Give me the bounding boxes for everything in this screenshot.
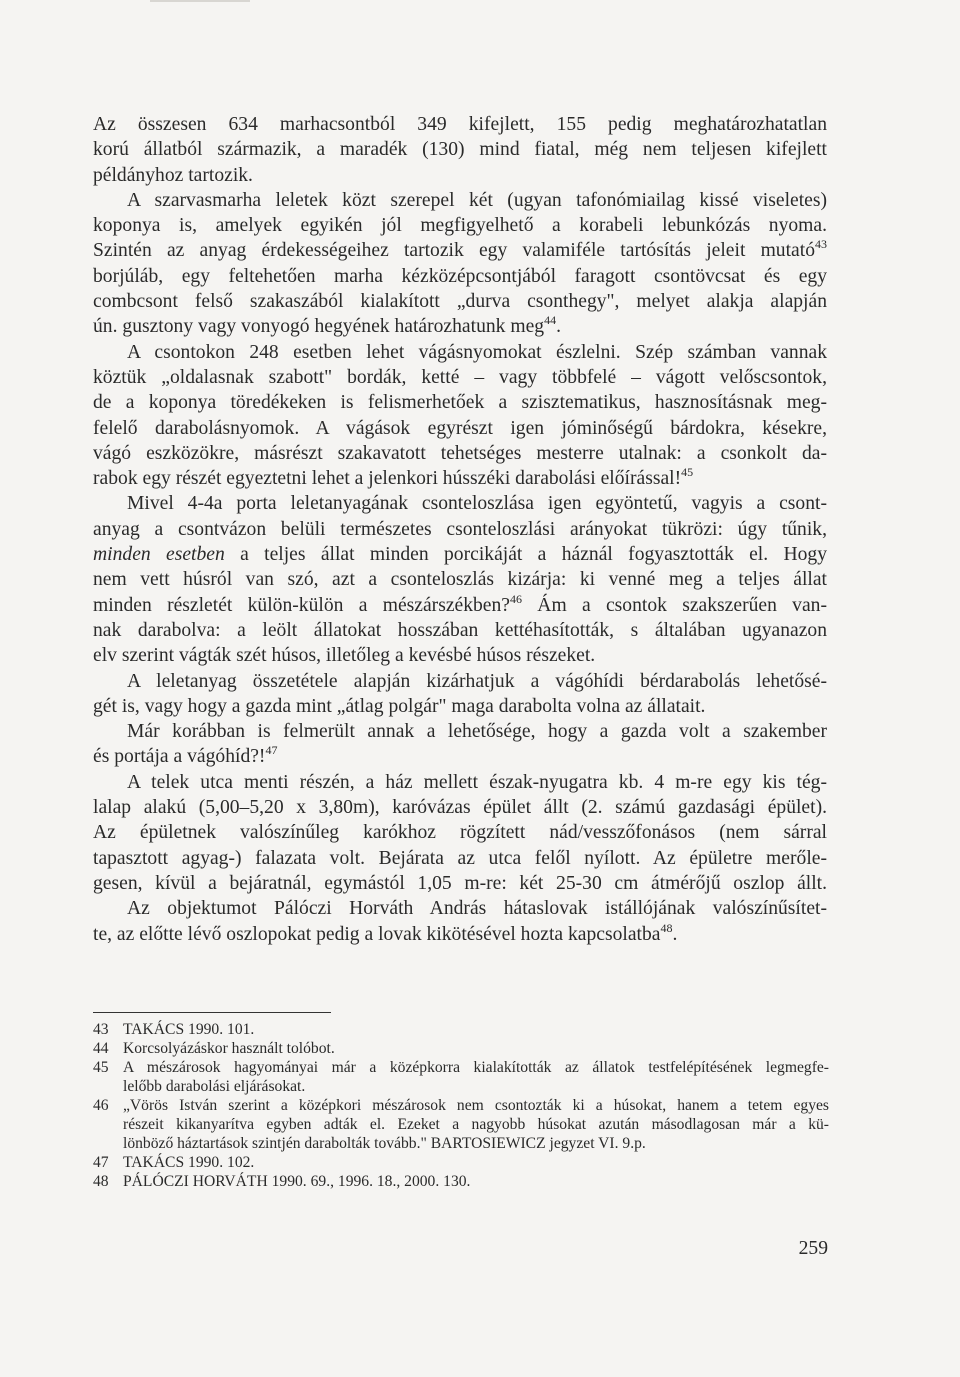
text-line [93, 719, 827, 744]
footnote-line: Korcsolyázáskor használt tolóbot. [123, 1040, 335, 1057]
footnote-line: lönböző háztartások szintjén darabolták tovább." BARTOSIEWICZ jegyzet VI. 9.p. [123, 1135, 646, 1152]
text-line [93, 163, 827, 188]
line-text: nem vett húsról van szó, azt a csonteloszlás kizárja: ki venné meg a teljes állat [93, 569, 827, 591]
text-line [93, 137, 827, 162]
footnote-line: „Vörös István szerint a középkori mészárosok nem csontozták ki a húsokat, hanem a tetem egyes [123, 1097, 829, 1114]
footnote-number: 48 [93, 1173, 109, 1190]
text-line [93, 213, 827, 238]
footnote-text [123, 1039, 829, 1058]
text-line [93, 871, 827, 896]
footnote-text [123, 1096, 829, 1153]
text-line [93, 112, 827, 137]
footnote-line: részeit kikanyarítva egyben adták el. Ezeket a nagyobb húsokat azután másodlagosan már a kü- [123, 1116, 829, 1133]
line-text: köztük „oldalasnak szabott" bordák, ketté – vagy többfelé – vágott velőscsontok, [93, 366, 827, 388]
text-line [93, 517, 827, 542]
text-line [93, 744, 827, 769]
text-line [93, 669, 827, 694]
line-text: elv szerint vágták szét húsos, illetőleg a kevésbé húsos részeket. [93, 645, 596, 667]
footnote-number: 45 [93, 1059, 109, 1076]
footnote-ref: 48 [660, 920, 673, 935]
text-line [93, 846, 827, 871]
footnote-number: 44 [93, 1040, 109, 1057]
text-line [93, 340, 827, 365]
text-line [93, 896, 827, 921]
line-text: gesen, kívül a bejáratnál, egymástól 1,05 m-re: két 25-30 cm átmérőjű oszlop állt. [93, 872, 827, 894]
line-text: A csontokon 248 esetben lehet vágásnyomokat észlelni. Szép számban vannak [127, 341, 827, 363]
text-line [93, 264, 827, 289]
text-line [93, 441, 827, 466]
footnote-text [123, 1020, 829, 1039]
body-text [93, 112, 827, 947]
footnote-line: TAKÁCS 1990. 101. [123, 1021, 255, 1038]
line-text: combcsont felső szakaszából kialakított „durva csonthegy", melyet alakja alapján [93, 291, 827, 313]
footnote-text [123, 1172, 829, 1191]
line-text: lalap alakú (5,00–5,20 x 3,80m), karóvázas épület állt (2. számú gazdasági épület). [93, 797, 827, 819]
footnote-ref: 44 [544, 313, 557, 328]
text-line [93, 416, 827, 441]
line-text-after: . [556, 316, 561, 338]
footnote [93, 1096, 829, 1153]
line-text: Mivel 4-4a porta leletanyagának csonteloszlása igen egyöntetű, vagyis a csont- [127, 493, 827, 515]
line-text: A szarvasmarha leletek közt szerepel két (ugyan tafonómiailag kissé viseletes) [127, 189, 827, 211]
text-line [93, 820, 827, 845]
footnote-ref: 47 [265, 743, 278, 758]
line-text-after: . [672, 923, 678, 945]
text-line [93, 567, 827, 592]
line-text: vágó eszközökre, másrészt szakavatott tehetséges mesterre utalnak: a csonkolt da- [93, 442, 827, 464]
text-line [93, 491, 827, 516]
line-text: te, az előtte lévő oszlopokat pedig a lovak kikötésével hozta kapcsolatba [93, 923, 661, 945]
text-line [93, 643, 827, 668]
scan-mark [150, 0, 250, 2]
line-text: borjúláb, egy feltehetően marha kézközépcsontjából faragott csontövcsat és egy [93, 265, 827, 287]
footnotes [93, 1020, 829, 1191]
footnote [93, 1039, 829, 1058]
line-text: gét is, vagy hogy a gazda mint „átlag polgár" maga darabolta volna az állatait. [93, 695, 706, 717]
footnote-line: TAKÁCS 1990. 102. [123, 1154, 255, 1171]
text-line [93, 770, 827, 795]
text-line [93, 694, 827, 719]
text-line [93, 466, 827, 491]
line-text: ún. gusztony vagy vonyogó hegyének határozhatunk meg [93, 316, 545, 338]
footnote-ref: 43 [815, 237, 827, 252]
text-line [93, 618, 827, 643]
text-line [93, 188, 827, 213]
line-text: Az épületnek valószínűleg karókhoz rögzített nád/vesszőfonásos (nem sárral [93, 822, 827, 844]
page-number: 259 [798, 1238, 828, 1259]
footnote-line: lelőbb darabolási eljárásokat. [123, 1078, 306, 1095]
footnote [93, 1020, 829, 1039]
footnote-number: 46 [93, 1097, 109, 1114]
line-text: A telek utca menti részén, a ház mellett észak-nyugatra kb. 4 m-re egy kis tég- [127, 771, 827, 793]
line-text: anyag a csontvázon belüli természetes csonteloszlási arányokat tükrözi: úgy tűnik, [93, 518, 827, 540]
line-text: nak darabolva: a leölt állatokat hosszában kettéhasították, s általában ugyanazon [93, 619, 827, 641]
footnote-line: A mészárosok hagyományai már a középkorra kialakították az állatok testfelépítésének legmegfe- [123, 1059, 829, 1076]
line-text-after: Ám a csontok szakszerűen van- [522, 594, 827, 616]
line-text: Az összesen 634 marhacsontból 349 kifejlett, 155 pedig meghatározhatatlan [93, 114, 827, 135]
footnote-number: 43 [93, 1021, 109, 1038]
text-line [93, 390, 827, 415]
footnote-separator [93, 1012, 331, 1013]
line-text: A leletanyag összetétele alapján kizárhatjuk a vágóhídi bérdarabolás lehetősé- [127, 670, 827, 692]
line-text: Már korábban is felmerült annak a lehetősége, hogy a gazda volt a szakember [127, 721, 827, 743]
footnote-text [123, 1153, 829, 1172]
line-text: Az objektumot Pálóczi Horváth András hátaslovak istállójának valószínűsítet- [127, 898, 827, 920]
line-text: példányhoz tartozik. [93, 164, 253, 186]
footnote [93, 1058, 829, 1096]
footnote [93, 1153, 829, 1172]
line-text: de a koponya töredékeken is felismerhetőek a szisztematikus, hasznosításnak meg- [93, 392, 827, 414]
line-text: minden részletét külön-külön a mészárszékben? [93, 594, 510, 616]
line-text: tapasztott agyag-) falazata volt. Bejárata az utca felől nyílott. Az épületre merőle- [93, 847, 827, 869]
text-line [93, 795, 827, 820]
text-line [93, 365, 827, 390]
line-text: korú állatból származik, a maradék (130) mind fiatal, még nem teljesen kifejlett [93, 139, 827, 161]
text-line [93, 314, 827, 339]
text-line [93, 289, 827, 314]
line-text: koponya is, amelyek egyikén jól megfigyelhető a korabeli lebunkózás nyoma. [93, 215, 827, 237]
footnote-line: PÁLÓCZI HORVÁTH 1990. 69., 1996. 18., 2000. 130. [123, 1173, 471, 1190]
text-line [93, 238, 827, 263]
italic-text: minden esetben [93, 544, 225, 566]
footnote-text [123, 1058, 829, 1096]
line-text: és portája a vágóhíd?! [93, 746, 266, 768]
text-line [93, 542, 827, 567]
line-text: felelő darabolásnyomok. A vágások egyrészt igen jóminőségű bárdokra, késekre, [93, 417, 827, 439]
line-text: a teljes állat minden porcikáját a háznál fogyasztották el. Hogy [224, 544, 827, 566]
footnote-ref: 46 [510, 591, 522, 606]
footnote-ref: 45 [681, 465, 694, 480]
footnote-number: 47 [93, 1154, 109, 1171]
text-line [93, 922, 827, 947]
line-text: rabok egy részét egyeztetni lehet a jelenkori hússzéki darabolási előírással! [93, 468, 682, 490]
text-line [93, 593, 827, 618]
line-text: Szintén az anyag érdekességeihez tartozik egy valamiféle tartósítás jeleit mutató [93, 240, 815, 262]
footnote [93, 1172, 829, 1191]
